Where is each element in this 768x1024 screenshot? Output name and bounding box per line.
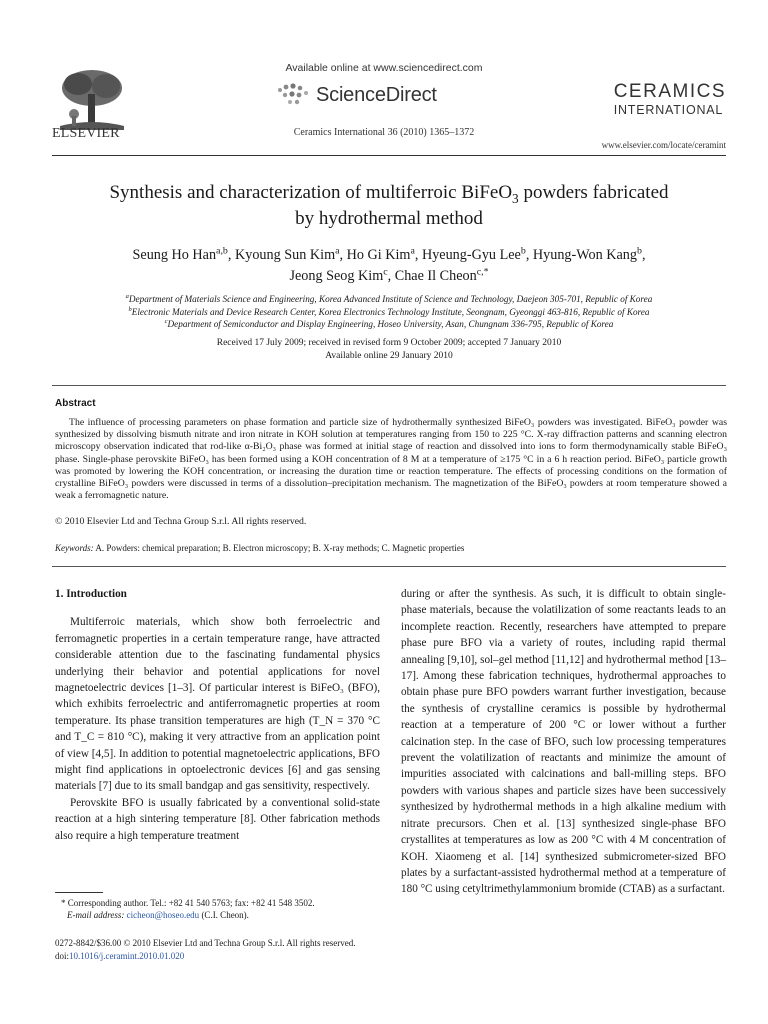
intro-paragraph-continued: during or after the synthesis. As such, it is difficult to obtain single-phase materials, because the volatilization of some reactants leads to an incomplete reaction. Recently, researchers have attempted to prepare phase pure BFO via a variety of routes, including rapid thermal annealing [9,10], sol–gel method [11,12] and hydrothermal method [13–17]. Among these fabrication techniques, hydrothermal approaches to obtain phase pure BFO powders warrant further investigation, because the synthesis of crystalline ceramics is possible by hydrothermal reaction at a temperature of 200 °C or lower without a further calcination step. In the case of BFO, such low processing temperatures prevent the volatilization of reactants and minimize the amount of impurities associated with calcinations and ball-milling steps. BFO powders with various shapes and particle sizes have been successively synthesized by hydrothermal methods in a high alkaline medium with nitrate precursors. Chen et al. [13] synthesized single-phase BFO crystallites at temperatures as low as 200 °C with 4 M concentration of KOH. Xiaomeng et al. [14] synthesized submicrometer-sized BFO plates by a surfactant-assisted hydrothermal method at a temperature of 180 °C using cetyltrimethylammonium bromide (CTAB) as a surfactant.: [401, 588, 726, 896]
author-affil-mark[interactable]: c: [383, 266, 388, 278]
affil-text: Department of Semiconductor and Display Engineering, Hoseo University, Asan, Chungnam 336-795, Republic of Korea: [167, 319, 614, 329]
email-label: E-mail address:: [67, 910, 125, 920]
author-affil-mark[interactable]: a,b: [216, 245, 228, 257]
affil-mark: b: [128, 305, 132, 313]
header-divider: [52, 155, 726, 156]
author-name[interactable]: Hyung-Won Kang: [532, 247, 637, 263]
title-text-part1: Synthesis and characterization of multiferroic BiFeO: [109, 182, 513, 203]
author-separator: ,: [414, 247, 422, 263]
author-affil-mark[interactable]: b: [636, 245, 642, 257]
footnote-divider: [55, 892, 103, 893]
email-link[interactable]: cicheon@hoseo.edu: [126, 910, 200, 920]
email-suffix: (C.I. Cheon).: [199, 910, 249, 920]
author-name[interactable]: Chae Il Cheon: [394, 268, 477, 284]
journal-name-line1: CERAMICS: [613, 81, 726, 102]
author-name[interactable]: Ho Gi Kim: [346, 247, 411, 263]
author-affil-mark[interactable]: b: [520, 245, 526, 257]
journal-citation: Ceramics International 36 (2010) 1365–1372: [293, 127, 475, 138]
author-separator: ,: [641, 247, 646, 263]
affil-mark: c: [164, 317, 168, 325]
author-name[interactable]: Kyoung Sun Kim: [235, 247, 336, 263]
doi-link[interactable]: 10.1016/j.ceramint.2010.01.020: [69, 951, 185, 961]
received-dates: Received 17 July 2009; received in revised form 9 October 2009; accepted 7 January 2010: [216, 338, 562, 348]
keywords-text: A. Powders: chemical preparation; B. Electron microscopy; B. X-ray methods; C. Magnetic properties: [93, 543, 465, 553]
section-heading-introduction: 1. Introduction: [55, 588, 127, 600]
keywords: [55, 543, 464, 553]
author-affil-mark[interactable]: c,*: [476, 266, 489, 278]
author-affil-mark[interactable]: a: [335, 245, 340, 257]
affil-mark: a: [125, 292, 129, 300]
corresponding-text: * Corresponding author. Tel.: +82 41 540 5763; fax: +82 41 548 3502.: [61, 898, 315, 908]
abstract-body: The influence of processing parameters on phase formation and particle size of hydrothermally synthesized BiFeO₃ powders was investigated. BiFeO₃ powder was synthesized by dissolving bismuth nitrate and iron nitrate in KOH solution at temperatures ranging from 150 to 225 °C. X-ray diffraction patterns and scanning electron microscopy observation indicated that rod-like α-Bi₂O₃ phase was formed at initial stage of reaction and dissolved into ions to form thermodynamically stable BiFeO₃ phase. Single-phase perovskite BiFeO₃ has been formed using a KOH concentration of 8 M at a temperature of ≥175 °C in a 6 h reaction period. BiFeO₃ particle growth was promoted by lowering the KOH concentration, or increasing the duration time or reaction temperature. The effects of processing conditions on the formation of crystalline BiFeO₃ powders were discussed in terms of a dissolution–precipitation mechanism. The magnetization of the BiFeO₃ powders at room temperature showed a weak a ferromagnetic nature.: [55, 417, 727, 502]
publisher-name: ELSEVIER: [52, 126, 120, 141]
title-text-line2: by hydrothermal method: [295, 208, 483, 229]
corresponding-author-footnote: [55, 897, 380, 921]
article-dates: [52, 337, 726, 363]
intro-paragraph-2: Perovskite BFO is usually fabricated by a conventional solid-state reaction at a high sintering temperature [8]. Other fabrication methods also require a high temperature treatment: [55, 796, 380, 842]
author-list: [52, 245, 726, 287]
issn-doi-block: [55, 937, 356, 963]
left-column: [55, 586, 380, 844]
doi-prefix: doi:: [55, 951, 70, 961]
affil-text: Electronic Materials and Device Research Center, Korea Electronics Technology Institute, Seongnam, Gyeonggi 463-816, Republic of Korea: [131, 306, 650, 317]
keywords-label: Keywords:: [55, 543, 94, 553]
journal-url-link[interactable]: www.elsevier.com/locate/ceramint: [601, 140, 726, 150]
sciencedirect-logo[interactable]: [276, 80, 437, 110]
elsevier-tree-logo-icon: [52, 66, 132, 134]
affiliation-a: [52, 293, 726, 306]
abstract-top-divider: [52, 385, 726, 386]
available-date: Available online 29 January 2010: [325, 351, 453, 361]
issn-text: 0272-8842/$36.00 © 2010 Elsevier Ltd and Techna Group S.r.l. All rights reserved.: [55, 938, 356, 948]
author-separator: ,: [227, 247, 235, 263]
journal-logo: [614, 82, 726, 117]
abstract-bottom-divider: [52, 566, 726, 567]
author-separator: ,: [387, 268, 395, 284]
abstract-heading: Abstract: [55, 398, 96, 409]
author-name[interactable]: Hyeung-Gyu Lee: [421, 247, 521, 263]
abstract-copyright: © 2010 Elsevier Ltd and Techna Group S.r.l. All rights reserved.: [55, 516, 307, 527]
right-column: [401, 586, 726, 898]
title-subscript: 3: [512, 190, 519, 206]
sciencedirect-dots-icon: [276, 82, 310, 108]
available-online-text[interactable]: Available online at www.sciencedirect.com: [285, 62, 483, 74]
author-name[interactable]: Jeong Seog Kim: [289, 268, 384, 284]
journal-name-line2: INTERNATIONAL: [613, 103, 724, 117]
affiliation-b: [52, 306, 726, 319]
author-separator: ,: [525, 247, 533, 263]
author-separator: ,: [339, 247, 347, 263]
article-title: [52, 180, 726, 232]
sciencedirect-wordmark: ScienceDirect: [316, 83, 437, 106]
affiliations: [52, 293, 726, 331]
author-affil-mark[interactable]: a: [410, 245, 415, 257]
affiliation-c: [52, 318, 726, 331]
affil-text: Department of Materials Science and Engineering, Korea Advanced Institute of Science and Technology, Daejeon 305-701, Republic of Korea: [128, 294, 653, 304]
author-name[interactable]: Seung Ho Han: [132, 247, 217, 263]
intro-paragraph-1: Multiferroic materials, which show both ferroelectric and ferromagnetic properties in a certain temperature range, have attracted considerable attention due to the fascinating fundamental physics underlying their behavior and potential applications for novel magnetoelectric devices [1–3]. Of particular interest is BiFeO₃ (BFO), which exhibits ferroelectric and antiferromagnetic properties at room temperature. Its phase transition temperatures are high (T_N = 370 °C and T_C = 810 °C), making it very attractive from an application point of view [4,5]. In addition to potential magnetoelectric applications, BFO might find applications in optoelectronic devices [6] and gas sensing materials [7] due to its small bandgap and gas sensitivity, respectively.: [55, 616, 380, 793]
title-text-part2: powders fabricated: [518, 182, 669, 203]
